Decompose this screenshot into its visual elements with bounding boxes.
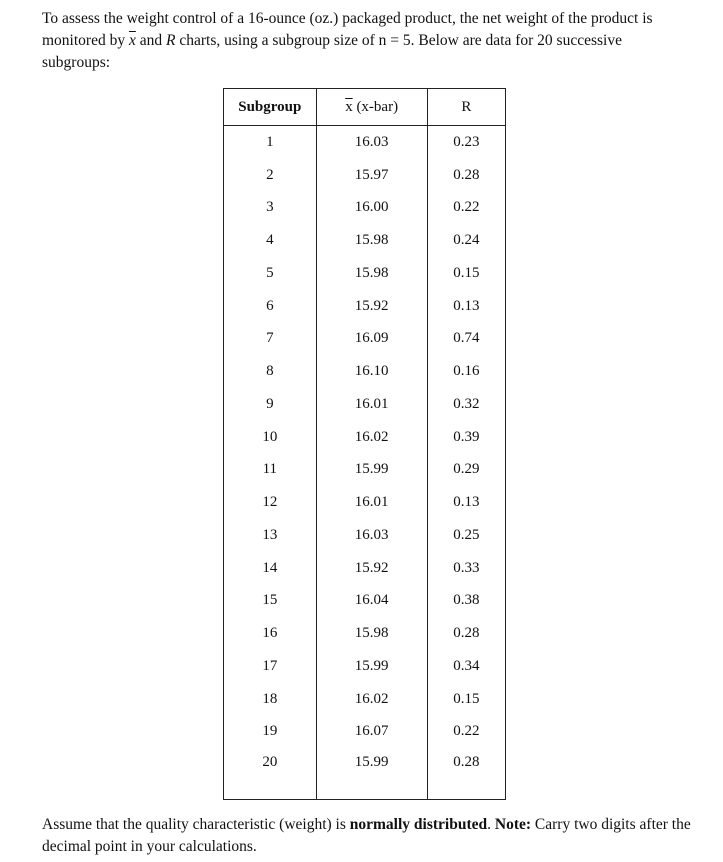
cell-xbar: 16.04 <box>316 585 427 618</box>
cell-xbar: 15.99 <box>316 454 427 487</box>
cell-r: 0.34 <box>427 650 505 683</box>
cell-subgroup: 6 <box>224 290 317 323</box>
table-row <box>224 552 506 585</box>
cell-subgroup: 8 <box>224 355 317 388</box>
cell-r: 0.13 <box>427 290 505 323</box>
cell-r: 0.32 <box>427 388 505 421</box>
cell-xbar: 16.03 <box>316 519 427 552</box>
cell-xbar: 16.02 <box>316 421 427 454</box>
cell-xbar: 15.98 <box>316 617 427 650</box>
cell-subgroup: 19 <box>224 716 317 749</box>
table-row <box>224 159 506 192</box>
subgroup-data-table <box>223 88 506 800</box>
cell-r: 0.28 <box>427 617 505 650</box>
note-text-2: . <box>487 816 491 833</box>
table-row <box>224 683 506 716</box>
cell-r: 0.38 <box>427 585 505 618</box>
cell-r: 0.15 <box>427 683 505 716</box>
cell-r: 0.33 <box>427 552 505 585</box>
cell-subgroup: 9 <box>224 388 317 421</box>
cell-subgroup: 3 <box>224 192 317 225</box>
cell-subgroup: 18 <box>224 683 317 716</box>
cell-xbar: 16.09 <box>316 323 427 356</box>
cell-subgroup: 12 <box>224 486 317 519</box>
table-row <box>224 257 506 290</box>
note-text-3: Carry two digits after the decimal point in your calculations. <box>42 816 691 855</box>
table-header-row <box>224 89 506 126</box>
cell-subgroup: 14 <box>224 552 317 585</box>
cell-xbar: 15.92 <box>316 552 427 585</box>
intro-text-3: charts, using a subgroup size of n = 5. Below are data for 20 successive subgroups: <box>42 32 622 71</box>
table-row <box>224 192 506 225</box>
cell-r: 0.74 <box>427 323 505 356</box>
header-xbar-label: (x-bar) <box>356 98 399 115</box>
cell-xbar: 15.99 <box>316 650 427 683</box>
cell-xbar: 15.97 <box>316 159 427 192</box>
cell-subgroup: 15 <box>224 585 317 618</box>
xbar-symbol: $\overline{x}$ <box>128 32 136 49</box>
cell-subgroup: 5 <box>224 257 317 290</box>
table-row <box>224 716 506 749</box>
cell-r: 0.25 <box>427 519 505 552</box>
table-row <box>224 585 506 618</box>
cell-r: 0.15 <box>427 257 505 290</box>
cell-r: 0.28 <box>427 159 505 192</box>
table-row <box>224 388 506 421</box>
cell-xbar: 16.01 <box>316 486 427 519</box>
header-xbar-symbol: $\overline{x}$ <box>345 98 353 115</box>
note-bold-distribution: normally distributed <box>349 816 488 833</box>
header-xbar <box>316 89 427 126</box>
table-row <box>224 650 506 683</box>
cell-r: 0.16 <box>427 355 505 388</box>
cell-xbar: 15.98 <box>316 224 427 257</box>
table-row <box>224 421 506 454</box>
cell-subgroup: 2 <box>224 159 317 192</box>
table-row <box>224 224 506 257</box>
table-row <box>224 355 506 388</box>
note-bold-label: Note: <box>494 816 532 833</box>
table-row <box>224 454 506 487</box>
cell-xbar: 16.02 <box>316 683 427 716</box>
cell-xbar: 15.98 <box>316 257 427 290</box>
cell-r: 0.39 <box>427 421 505 454</box>
header-r: R <box>427 89 505 126</box>
cell-r: 0.23 <box>427 126 505 159</box>
table-row <box>224 486 506 519</box>
table-row <box>224 617 506 650</box>
cell-r: 0.29 <box>427 454 505 487</box>
intro-paragraph <box>42 8 692 74</box>
table-body <box>224 126 506 800</box>
cell-subgroup: 4 <box>224 224 317 257</box>
cell-subgroup: 16 <box>224 617 317 650</box>
intro-text-1: To assess the weight control of a 16-ounce (oz.) packaged product, the net weight of the product is monitored by <box>42 10 653 49</box>
table-row <box>224 126 506 159</box>
note-paragraph <box>42 814 702 858</box>
cell-r: 0.28 <box>427 748 505 800</box>
cell-subgroup: 10 <box>224 421 317 454</box>
table-row <box>224 519 506 552</box>
cell-xbar: 16.10 <box>316 355 427 388</box>
table-row <box>224 290 506 323</box>
table-row <box>224 323 506 356</box>
table-row <box>224 748 506 800</box>
cell-xbar: 16.00 <box>316 192 427 225</box>
cell-r: 0.13 <box>427 486 505 519</box>
cell-subgroup: 17 <box>224 650 317 683</box>
r-symbol: R <box>166 32 176 49</box>
cell-subgroup: 7 <box>224 323 317 356</box>
cell-xbar: 16.07 <box>316 716 427 749</box>
cell-r: 0.22 <box>427 192 505 225</box>
header-subgroup: Subgroup <box>224 89 317 126</box>
cell-xbar: 15.99 <box>316 748 427 800</box>
cell-r: 0.22 <box>427 716 505 749</box>
cell-subgroup: 20 <box>224 748 317 800</box>
note-text-1: Assume that the quality characteristic (weight) is <box>42 816 346 833</box>
cell-xbar: 16.01 <box>316 388 427 421</box>
intro-text-2: and <box>139 32 163 49</box>
cell-subgroup: 13 <box>224 519 317 552</box>
cell-xbar: 15.92 <box>316 290 427 323</box>
cell-xbar: 16.03 <box>316 126 427 159</box>
cell-subgroup: 1 <box>224 126 317 159</box>
cell-r: 0.24 <box>427 224 505 257</box>
cell-subgroup: 11 <box>224 454 317 487</box>
